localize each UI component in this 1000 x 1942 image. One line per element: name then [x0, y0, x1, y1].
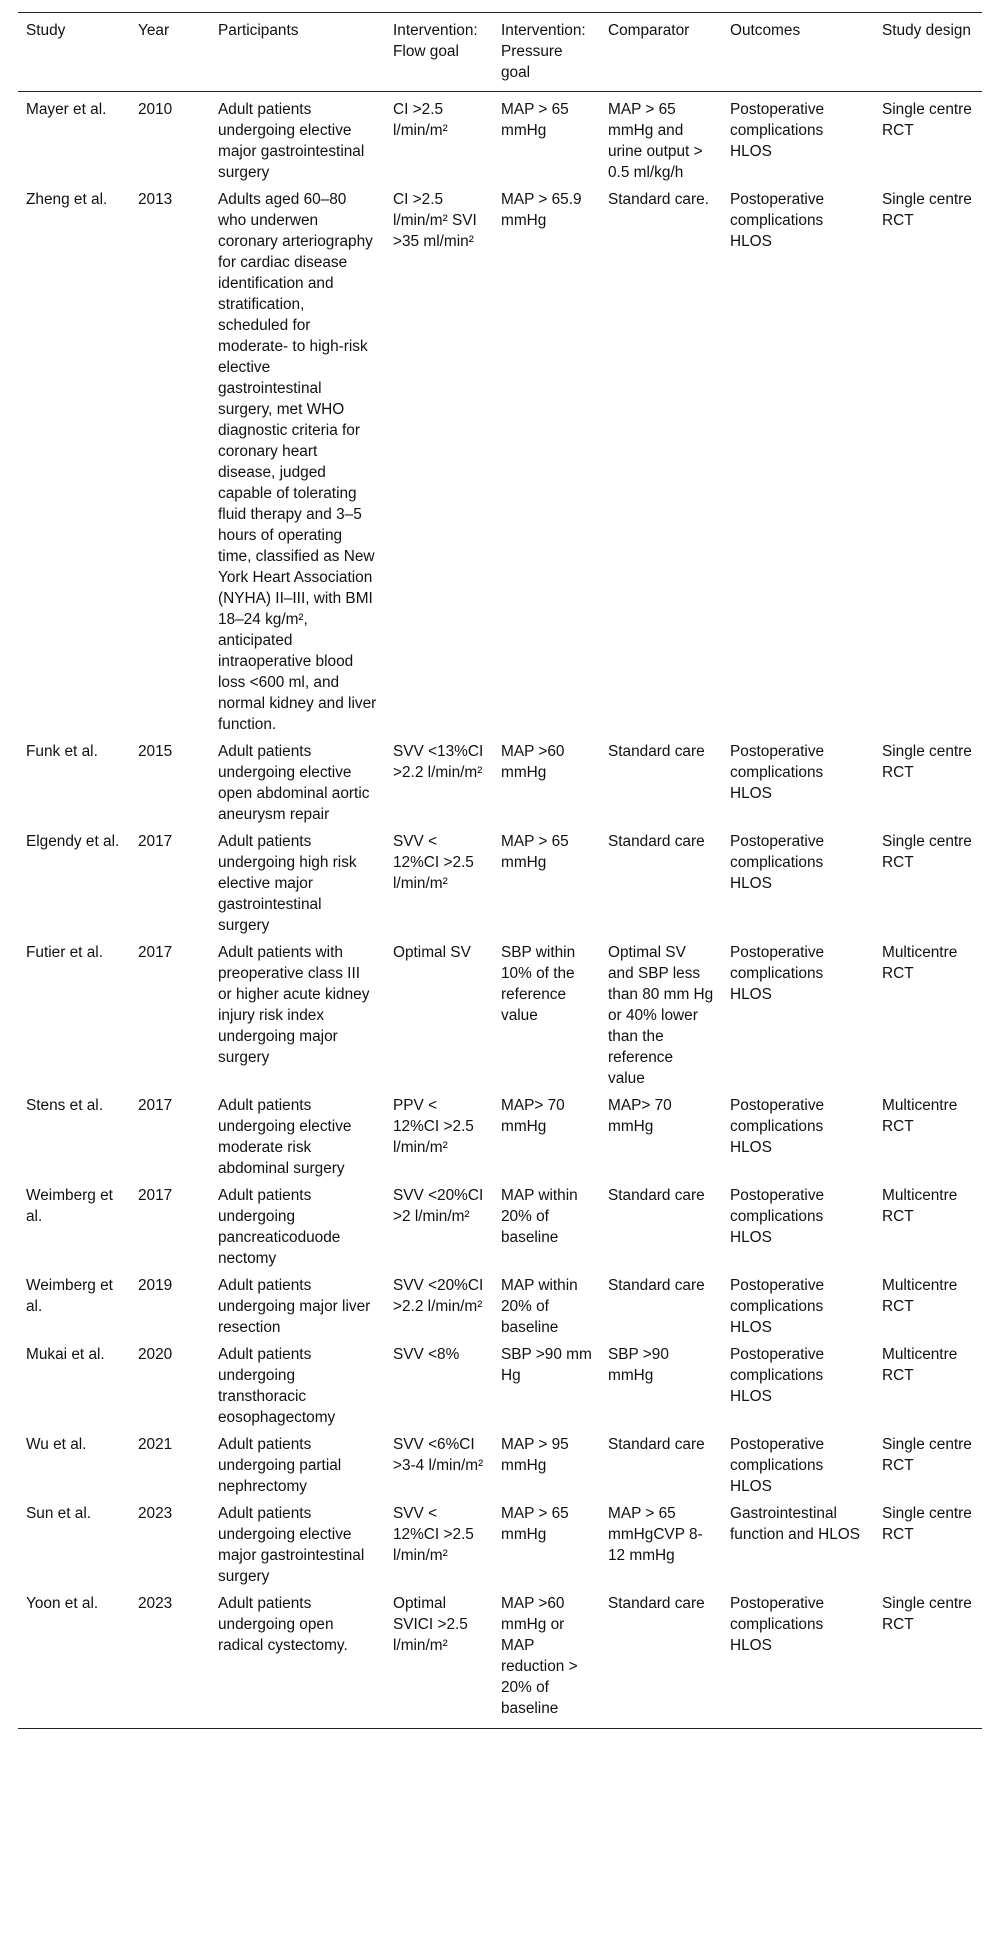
cell-study-design: Multicentre RCT: [882, 1097, 958, 1135]
cell-comparator: MAP > 65 mmHgCVP 8-12 mmHg: [608, 1505, 703, 1564]
cell-study: Elgendy et al.: [26, 833, 120, 850]
cell-participants: Adult patients undergoing open radical cystectomy.: [210, 1591, 385, 1729]
cell-year: 2019: [138, 1277, 173, 1294]
cell-study-design: Multicentre RCT: [882, 1346, 958, 1384]
header-study: Study: [18, 13, 130, 92]
cell-study: Sun et al.: [26, 1505, 92, 1522]
cell-flow-goal: PPV < 12%CI >2.5 l/min/m²: [393, 1097, 474, 1156]
cell-year: 2017: [138, 1187, 173, 1204]
cell-flow-goal: SVV <13%CI >2.2 l/min/m²: [393, 743, 484, 781]
header-row: [18, 13, 982, 92]
table-row: [18, 940, 982, 1093]
cell-study: Mayer et al.: [26, 101, 107, 118]
cell-study-design: Single centre RCT: [882, 1436, 972, 1474]
table-row: [18, 187, 982, 739]
cell-participants: Adults aged 60–80 who underwen coronary arteriography for cardiac disease identification and stratification, scheduled for moderate- to high-risk elective gastrointestinal surgery, met WHO diagnostic criteria for coronary heart disease, judged capable of tolerating fluid therapy and 3–5 hours of operating time, classified as New York Heart Association (NYHA) II–III, with BMI 18–24 kg/m², anticipated intraoperative blood loss <600 ml, and normal kidney and liver function.: [218, 191, 377, 733]
cell-participants: Adult patients with preoperative class III or higher acute kidney injury risk index undergoing major surgery: [218, 944, 370, 1066]
cell-comparator: Standard care.: [608, 191, 709, 208]
header-year: Year: [130, 13, 210, 92]
cell-outcomes: Gastrointestinal function and HLOS: [730, 1505, 861, 1543]
cell-study-design: Single centre RCT: [882, 743, 972, 781]
cell-study: Futier et al.: [26, 944, 103, 961]
table-header: [18, 13, 982, 92]
cell-study: Weimberg et al.: [26, 1277, 113, 1315]
cell-flow-goal: CI >2.5 l/min/m²: [393, 101, 448, 139]
cell-flow-goal: Optimal SV: [393, 944, 471, 961]
table-row: [18, 1432, 982, 1501]
cell-study: Mukai et al.: [26, 1346, 105, 1363]
cell-outcomes: Postoperative complications HLOS: [730, 944, 825, 1003]
table-row: [18, 1273, 982, 1342]
cell-study-design: Single centre RCT: [882, 101, 972, 139]
cell-comparator: Standard care: [608, 1187, 705, 1204]
cell-study: Zheng et al.: [26, 191, 108, 208]
cell-study: Wu et al.: [26, 1436, 87, 1453]
cell-study-design: Multicentre RCT: [882, 1277, 958, 1315]
cell-flow-goal: SVV < 12%CI >2.5 l/min/m²: [393, 1505, 474, 1564]
table-row: [18, 1591, 982, 1729]
cell-outcomes: Postoperative complications HLOS: [730, 1346, 825, 1405]
header-participants: Participants: [210, 13, 385, 92]
table-row: [18, 1183, 982, 1273]
cell-participants: Adult patients undergoing elective moderate risk abdominal surgery: [218, 1097, 352, 1177]
cell-outcomes: Postoperative complications HLOS: [730, 1436, 825, 1495]
cell-outcomes: Postoperative complications HLOS: [730, 1097, 825, 1156]
cell-comparator: Standard care: [608, 743, 705, 760]
cell-year: 2021: [138, 1436, 173, 1453]
cell-pressure-goal: SBP within 10% of the reference value: [501, 944, 576, 1024]
cell-flow-goal: SVV <8%: [393, 1346, 460, 1363]
cell-outcomes: Postoperative complications HLOS: [730, 101, 825, 160]
cell-pressure-goal: MAP within 20% of baseline: [501, 1187, 578, 1246]
cell-outcomes: Postoperative complications HLOS: [730, 743, 825, 802]
cell-year: 2013: [138, 191, 173, 208]
cell-flow-goal: SVV <20%CI >2 l/min/m²: [393, 1187, 484, 1225]
cell-pressure-goal: SBP >90 mm Hg: [501, 1346, 592, 1384]
cell-comparator: Standard care: [608, 1436, 705, 1453]
table-row: [18, 1501, 982, 1591]
cell-flow-goal: SVV < 12%CI >2.5 l/min/m²: [393, 833, 474, 892]
cell-year: 2023: [130, 1591, 210, 1729]
studies-table: [18, 12, 982, 1729]
cell-outcomes: Postoperative complications HLOS: [730, 191, 825, 250]
header-flow-goal: Intervention: Flow goal: [385, 13, 493, 92]
cell-comparator: SBP >90 mmHg: [608, 1346, 669, 1384]
cell-comparator: Standard care: [600, 1591, 722, 1729]
cell-study-design: Multicentre RCT: [882, 1187, 958, 1225]
cell-flow-goal: Optimal SVICI >2.5 l/min/m²: [385, 1591, 493, 1729]
table-row: [18, 1093, 982, 1183]
cell-comparator: Standard care: [608, 1277, 705, 1294]
cell-comparator: MAP > 65 mmHg and urine output > 0.5 ml/kg/h: [608, 101, 703, 181]
cell-participants: Adult patients undergoing elective open abdominal aortic aneurysm repair: [218, 743, 370, 823]
cell-study: Funk et al.: [26, 743, 98, 760]
cell-participants: Adult patients undergoing high risk elective major gastrointestinal surgery: [218, 833, 357, 934]
header-study-design: Study design: [874, 13, 982, 92]
cell-flow-goal: CI >2.5 l/min/m² SVI >35 ml/min²: [393, 191, 477, 250]
cell-pressure-goal: MAP > 65.9 mmHg: [501, 191, 582, 229]
cell-outcomes: Postoperative complications HLOS: [730, 1277, 825, 1336]
studies-table-container: [18, 12, 982, 1729]
cell-pressure-goal: MAP> 70 mmHg: [501, 1097, 565, 1135]
cell-comparator: MAP> 70 mmHg: [608, 1097, 672, 1135]
cell-year: 2017: [138, 833, 173, 850]
cell-year: 2023: [138, 1505, 173, 1522]
cell-participants: Adult patients undergoing partial nephrectomy: [218, 1436, 342, 1495]
table-row: [18, 92, 982, 188]
cell-comparator: Optimal SV and SBP less than 80 mm Hg or 40% lower than the reference value: [608, 944, 714, 1087]
cell-pressure-goal: MAP > 65 mmHg: [501, 833, 569, 871]
cell-year: 2015: [138, 743, 173, 760]
cell-participants: Adult patients undergoing pancreaticoduode nectomy: [218, 1187, 341, 1267]
cell-study-design: Single centre RCT: [882, 833, 972, 871]
cell-flow-goal: SVV <6%CI >3-4 l/min/m²: [393, 1436, 484, 1474]
cell-study-design: Single centre RCT: [882, 1505, 972, 1543]
cell-year: 2010: [138, 101, 173, 118]
table-row: [18, 829, 982, 940]
header-comparator: Comparator: [600, 13, 722, 92]
cell-study-design: Single centre RCT: [874, 1591, 982, 1729]
cell-participants: Adult patients undergoing elective major gastrointestinal surgery: [218, 1505, 365, 1585]
cell-year: 2020: [138, 1346, 173, 1363]
cell-study-design: Multicentre RCT: [882, 944, 958, 982]
cell-pressure-goal: MAP > 95 mmHg: [501, 1436, 569, 1474]
cell-study: Weimberg et al.: [26, 1187, 113, 1225]
cell-pressure-goal: MAP > 65 mmHg: [501, 101, 569, 139]
cell-study-design: Single centre RCT: [882, 191, 972, 229]
table-row: [18, 739, 982, 829]
cell-study: Stens et al.: [26, 1097, 103, 1114]
cell-pressure-goal: MAP > 65 mmHg: [501, 1505, 569, 1543]
header-outcomes: Outcomes: [722, 13, 874, 92]
table-row: [18, 1342, 982, 1432]
cell-outcomes: Postoperative complications HLOS: [730, 1187, 825, 1246]
cell-study: Yoon et al.: [18, 1591, 130, 1729]
cell-pressure-goal: MAP >60 mmHg or MAP reduction > 20% of baseline: [493, 1591, 600, 1729]
cell-year: 2017: [138, 1097, 173, 1114]
cell-participants: Adult patients undergoing major liver resection: [218, 1277, 371, 1336]
cell-pressure-goal: MAP >60 mmHg: [501, 743, 565, 781]
cell-flow-goal: SVV <20%CI >2.2 l/min/m²: [393, 1277, 484, 1315]
table-body: [18, 92, 982, 1729]
cell-participants: Adult patients undergoing elective major gastrointestinal surgery: [218, 101, 365, 181]
cell-participants: Adult patients undergoing transthoracic eosophagectomy: [218, 1346, 336, 1426]
header-pressure-goal: Intervention: Pressure goal: [493, 13, 600, 92]
cell-outcomes: Postoperative complications HLOS: [722, 1591, 874, 1729]
cell-outcomes: Postoperative complications HLOS: [730, 833, 825, 892]
cell-pressure-goal: MAP within 20% of baseline: [501, 1277, 578, 1336]
cell-year: 2017: [138, 944, 173, 961]
cell-comparator: Standard care: [608, 833, 705, 850]
